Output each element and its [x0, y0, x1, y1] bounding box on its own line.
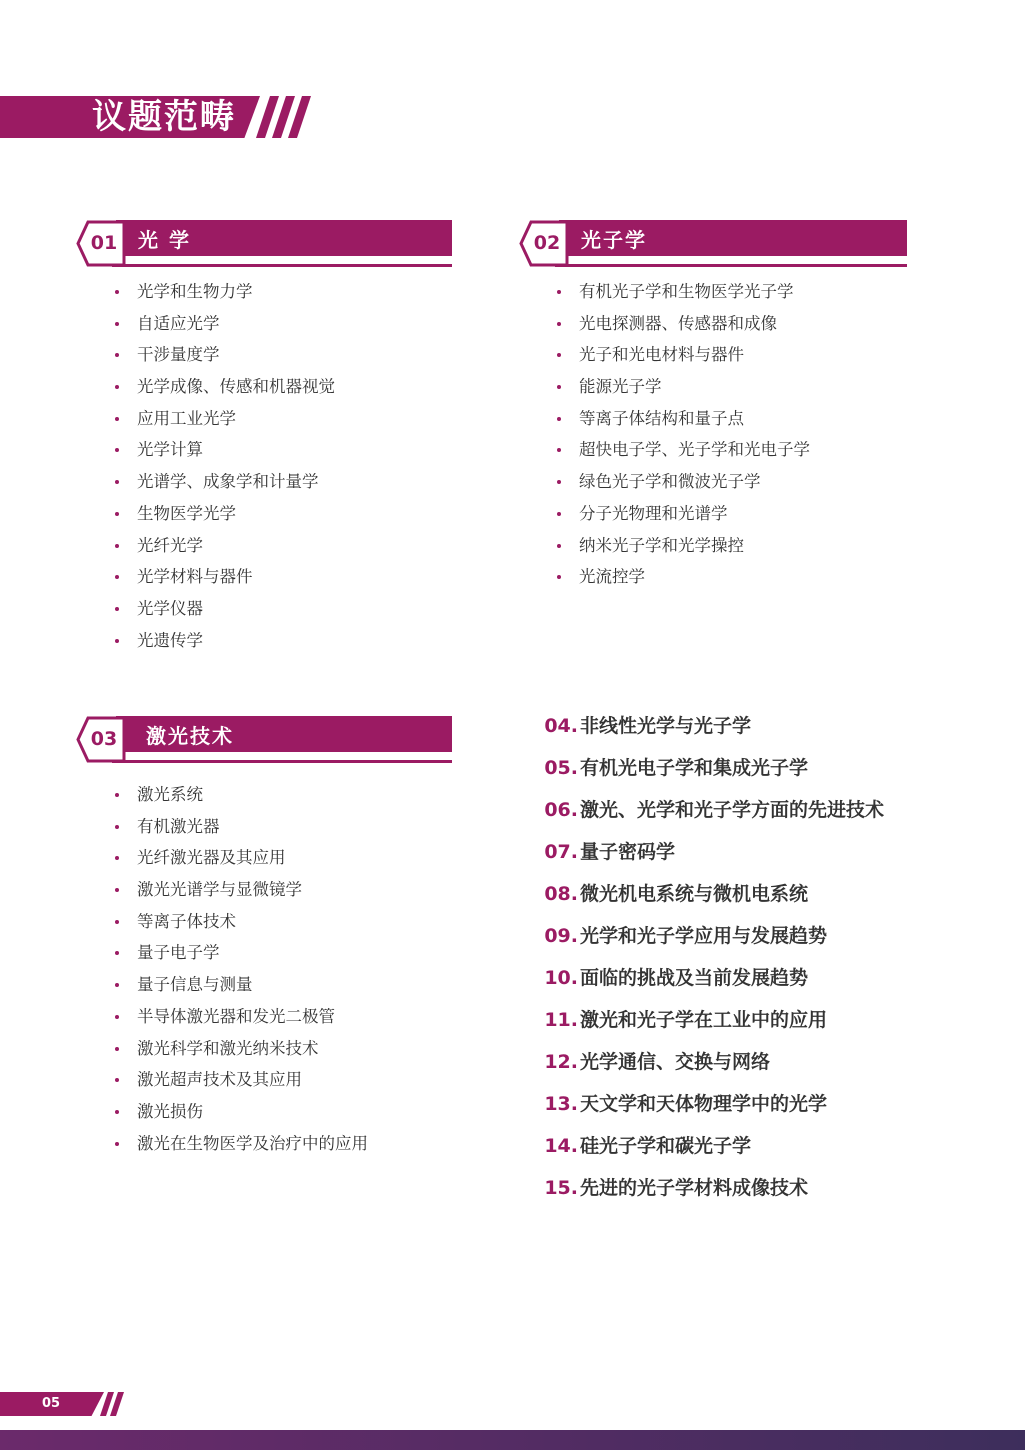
list-item: 光遗传学	[115, 625, 335, 657]
bullet-icon	[557, 480, 561, 484]
list-item: 光谱学、成象学和计量学	[115, 466, 335, 498]
topic-number: 09.	[544, 925, 578, 947]
bullet-icon	[557, 322, 561, 326]
bullet-icon	[115, 920, 119, 924]
list-item: 能源光子学	[557, 371, 810, 403]
section-number: 02	[533, 232, 561, 254]
bullet-icon	[115, 448, 119, 452]
topic-number: 10.	[544, 967, 578, 989]
bullet-icon	[557, 290, 561, 294]
topic-number: 06.	[544, 799, 578, 821]
list-item: 光学成像、传感和机器视觉	[115, 371, 335, 403]
bullet-icon	[557, 448, 561, 452]
list-item: 等离子体技术	[115, 906, 368, 938]
bullet-icon	[557, 353, 561, 357]
bullet-icon	[557, 417, 561, 421]
section-header-optics	[76, 220, 452, 270]
page-title: 议题范畴	[92, 97, 236, 137]
list-item: 激光光谱学与显微镜学	[115, 874, 368, 906]
bullet-icon	[115, 793, 119, 797]
list-item: 半导体激光器和发光二极管	[115, 1001, 368, 1033]
optics-list	[115, 276, 335, 656]
topic-item	[530, 705, 884, 747]
section-header-laser	[76, 716, 452, 766]
topic-text: 非线性光学与光子学	[580, 715, 752, 737]
slash-decoration-icon	[252, 96, 322, 138]
slash-decoration-icon	[98, 1392, 134, 1416]
page-number: 05	[42, 1396, 61, 1411]
list-item: 光电探测器、传感器和成像	[557, 308, 810, 340]
topic-text: 激光和光子学在工业中的应用	[580, 1009, 828, 1031]
list-item: 量子电子学	[115, 937, 368, 969]
topic-text: 量子密码学	[580, 841, 676, 863]
bullet-icon	[115, 544, 119, 548]
bullet-icon	[115, 290, 119, 294]
list-item: 应用工业光学	[115, 403, 335, 435]
list-item: 光子和光电材料与器件	[557, 339, 810, 371]
list-item: 有机光子学和生物医学光子学	[557, 276, 810, 308]
bullet-icon	[115, 825, 119, 829]
list-item: 光纤激光器及其应用	[115, 842, 368, 874]
bullet-icon	[115, 1047, 119, 1051]
topic-number: 14.	[544, 1135, 578, 1157]
topic-text: 天文学和天体物理学中的光学	[580, 1093, 828, 1115]
topic-item	[530, 1083, 884, 1125]
section-title: 光 学	[138, 228, 191, 252]
topic-item	[530, 999, 884, 1041]
list-item: 光纤光学	[115, 530, 335, 562]
list-item: 光流控学	[557, 561, 810, 593]
bullet-icon	[115, 575, 119, 579]
list-item: 光学计算	[115, 434, 335, 466]
bullet-icon	[115, 1015, 119, 1019]
topic-number: 12.	[544, 1051, 578, 1073]
list-item: 激光系统	[115, 779, 368, 811]
topic-number: 13.	[544, 1093, 578, 1115]
section-underline	[555, 264, 907, 267]
topic-item	[530, 747, 884, 789]
bullet-icon	[557, 575, 561, 579]
section-number: 03	[90, 728, 118, 750]
photonics-list	[557, 276, 810, 593]
bullet-icon	[557, 385, 561, 389]
bullet-icon	[115, 1078, 119, 1082]
topic-number: 15.	[544, 1177, 578, 1199]
topic-text: 硅光子学和碳光子学	[580, 1135, 752, 1157]
list-item: 干涉量度学	[115, 339, 335, 371]
list-item: 自适应光学	[115, 308, 335, 340]
topic-item	[530, 789, 884, 831]
bullet-icon	[115, 888, 119, 892]
bullet-icon	[115, 480, 119, 484]
bullet-icon	[557, 544, 561, 548]
bullet-icon	[115, 385, 119, 389]
list-item: 激光在生物医学及治疗中的应用	[115, 1128, 368, 1160]
topic-text: 有机光电子学和集成光子学	[580, 757, 809, 779]
section-title: 激光技术	[146, 724, 234, 748]
bullet-icon	[115, 983, 119, 987]
list-item: 光学和生物力学	[115, 276, 335, 308]
topic-text: 光学和光子学应用与发展趋势	[580, 925, 828, 947]
topic-item	[530, 1125, 884, 1167]
list-item: 超快电子学、光子学和光电子学	[557, 434, 810, 466]
footer-bar	[0, 1430, 1025, 1450]
bullet-icon	[115, 607, 119, 611]
topic-item	[530, 831, 884, 873]
list-item: 量子信息与测量	[115, 969, 368, 1001]
topic-text: 光学通信、交换与网络	[580, 1051, 771, 1073]
bullet-icon	[115, 856, 119, 860]
list-item: 有机激光器	[115, 811, 368, 843]
topic-number: 11.	[544, 1009, 578, 1031]
list-item: 激光超声技术及其应用	[115, 1064, 368, 1096]
bullet-icon	[115, 1110, 119, 1114]
section-underline	[112, 760, 452, 763]
topic-number: 05.	[544, 757, 578, 779]
bullet-icon	[115, 1142, 119, 1146]
list-item: 生物医学光学	[115, 498, 335, 530]
topic-item	[530, 873, 884, 915]
topic-text: 面临的挑战及当前发展趋势	[580, 967, 809, 989]
topic-item	[530, 1041, 884, 1083]
laser-list	[115, 779, 368, 1159]
list-item: 光学材料与器件	[115, 561, 335, 593]
topic-number: 08.	[544, 883, 578, 905]
list-item: 等离子体结构和量子点	[557, 403, 810, 435]
topic-number: 07.	[544, 841, 578, 863]
list-item: 绿色光子学和微波光子学	[557, 466, 810, 498]
bullet-icon	[115, 512, 119, 516]
topic-number: 04.	[544, 715, 578, 737]
list-item: 激光损伤	[115, 1096, 368, 1128]
topic-item	[530, 957, 884, 999]
bullet-icon	[115, 639, 119, 643]
bullet-icon	[115, 322, 119, 326]
section-header-photonics	[519, 220, 907, 270]
topic-text: 激光、光学和光子学方面的先进技术	[580, 799, 885, 821]
list-item: 纳米光子学和光学操控	[557, 530, 810, 562]
section-number: 01	[90, 232, 118, 254]
numbered-topics	[530, 705, 884, 1209]
bullet-icon	[557, 512, 561, 516]
section-underline	[112, 264, 452, 267]
list-item: 光学仪器	[115, 593, 335, 625]
bullet-icon	[115, 951, 119, 955]
list-item: 激光科学和激光纳米技术	[115, 1033, 368, 1065]
topic-item	[530, 1167, 884, 1209]
topic-text: 先进的光子学材料成像技术	[580, 1177, 809, 1199]
list-item: 分子光物理和光谱学	[557, 498, 810, 530]
bullet-icon	[115, 417, 119, 421]
topic-text: 微光机电系统与微机电系统	[580, 883, 809, 905]
topic-item	[530, 915, 884, 957]
bullet-icon	[115, 353, 119, 357]
section-title: 光子学	[581, 228, 647, 252]
